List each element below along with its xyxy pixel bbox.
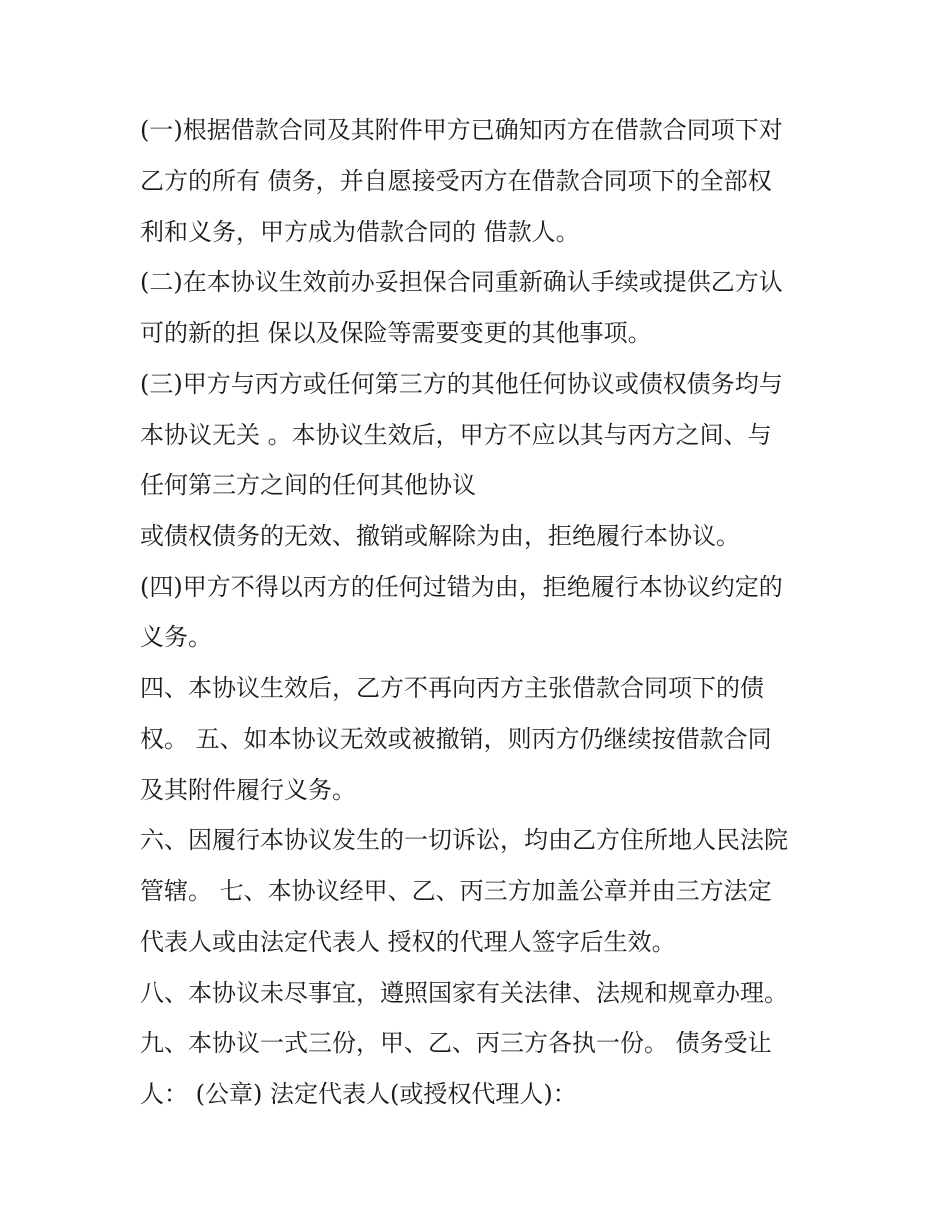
text-line: 人： (公章) 法定代表人(或授权代理人)： [140,1080,577,1108]
text-line: 任何第三方之间的任何其他协议 [140,471,476,499]
text-line: 权。 五、如本协议无效或被撤销，则丙方仍继续按借款合同 [140,725,772,753]
text-line: 利和义务，甲方成为借款合同的 借款人。 [140,218,580,246]
text-line: (二)在本协议生效前办妥担保合同重新确认手续或提供乙方认 [140,268,783,296]
text-line: 四、本协议生效后，乙方不再向丙方主张借款合同项下的债 [140,674,764,702]
text-line: 义务。 [140,623,212,651]
text-line: (三)甲方与丙方或任何第三方的其他任何协议或债权债务均与 [140,370,783,398]
text-line: 或债权债务的无效、撤销或解除为由，拒绝履行本协议。 [140,522,740,550]
text-line: 六、因履行本协议发生的一切诉讼，均由乙方住所地人民法院 [140,826,788,854]
text-line: 九、本协议一式三份，甲、乙、丙三方各执一份。 债务受让 [140,1029,772,1057]
text-line: 管辖。 七、本协议经甲、乙、丙三方加盖公章并由三方法定 [140,877,772,905]
text-line: (四)甲方不得以丙方的任何过错为由，拒绝履行本协议约定的 [140,573,783,601]
text-line: 乙方的所有 债务，并自愿接受丙方在借款合同项下的全部权 [140,167,772,195]
text-line: (一)根据借款合同及其附件甲方已确知丙方在借款合同项下对 [140,116,783,144]
text-line: 代表人或由法定代表人 授权的代理人签字后生效。 [140,928,676,956]
text-line: 本协议无关 。本协议生效后，甲方不应以其与丙方之间、与 [140,421,772,449]
text-line: 及其附件履行义务。 [140,776,356,804]
text-line: 可的新的担 保以及保险等需要变更的其他事项。 [140,319,652,347]
text-line: 八、本协议未尽事宜，遵照国家有关法律、法规和规章办理。 [140,979,788,1007]
